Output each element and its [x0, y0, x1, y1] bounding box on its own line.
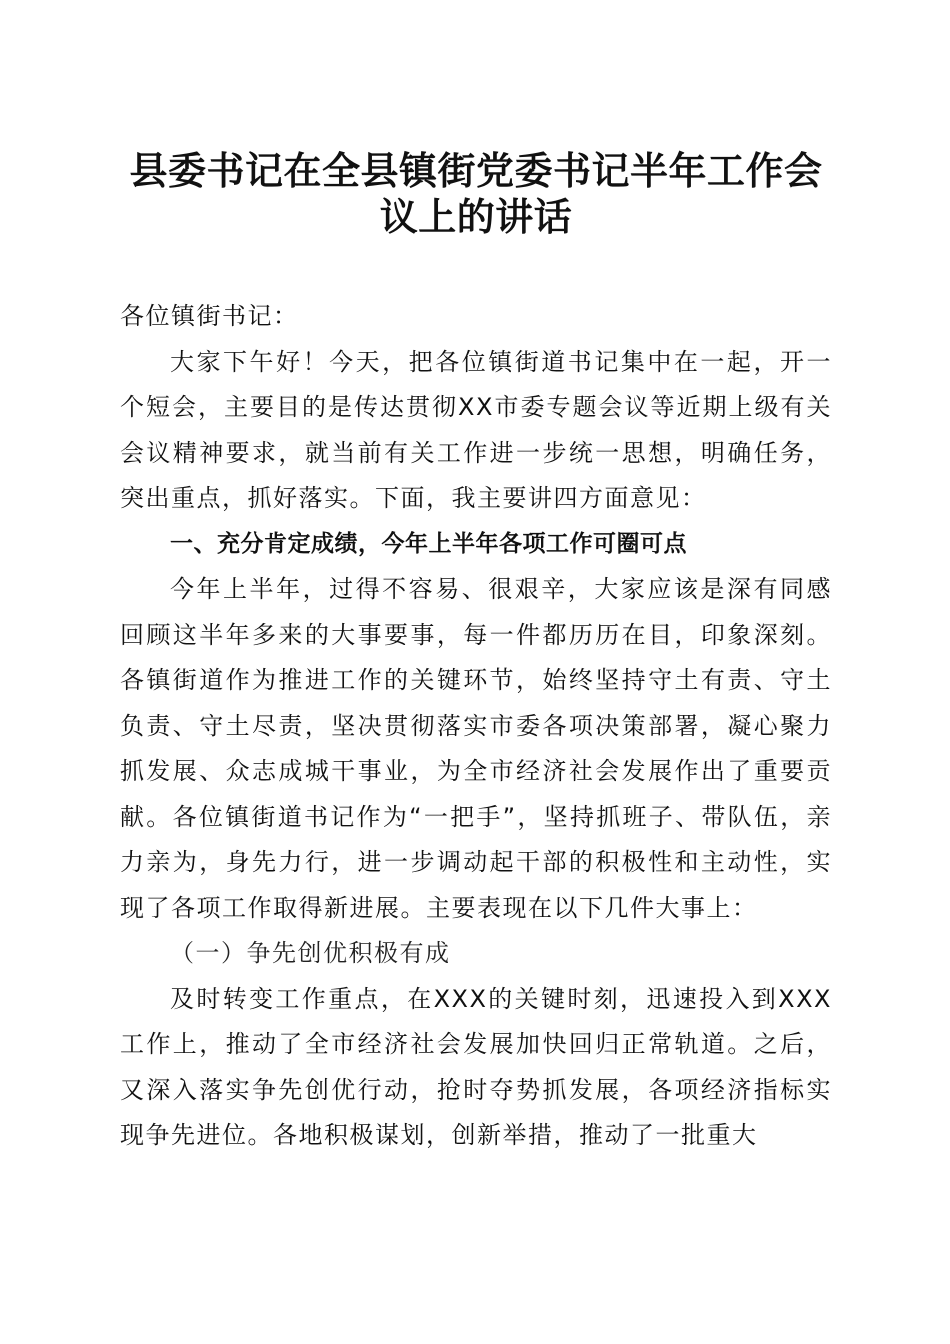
- document-title: 县委书记在全县镇街党委书记半年工作会议上的讲话: [129, 148, 823, 239]
- section-heading-1: 一、充分肯定成绩，今年上半年各项工作可圈可点: [170, 530, 687, 557]
- document-page: [120, 148, 832, 1159]
- paragraph-greeting: 大家下午好！今天，把各位镇街道书记集中在一起，开一个短会，主要目的是传达贯彻XX市委专题会议等近期上级有关会议精神要求，就当前有关工作进一步统一思想，明确任务，突出重点，抓好落实。下面，我主要讲四方面意见：: [120, 347, 832, 512]
- paragraph-achievements: 及时转变工作重点，在XXX的关键时刻，迅速投入到XXX工作上，推动了全市经济社会发展加快回归正常轨道。之后，又深入落实争先创优行动，抢时夺势抓发展，各项经济指标实现争先进位。各地积极谋划，创新举措，推动了一批重大: [120, 984, 832, 1149]
- salutation: 各位镇街书记：: [120, 302, 299, 330]
- paragraph-review: 今年上半年，过得不容易、很艰辛，大家应该是深有同感回顾这半年多来的大事要事，每一件都历历在目，印象深刻。各镇街道作为推进工作的关键环节，始终坚持守土有责、守土负责、守土尽责，坚决贯彻落实市委各项决策部署，凝心聚力抓发展、众志成城干事业，为全市经济社会发展作出了重要贡献。各位镇街道书记作为“一把手”，坚持抓班子、带队伍，亲力亲为，身先力行，进一步调动起干部的积极性和主动性，实现了各项工作取得新进展。主要表现在以下几件大事上：: [120, 575, 832, 922]
- subsection-heading-1: （一）争先创优积极有成: [170, 939, 451, 967]
